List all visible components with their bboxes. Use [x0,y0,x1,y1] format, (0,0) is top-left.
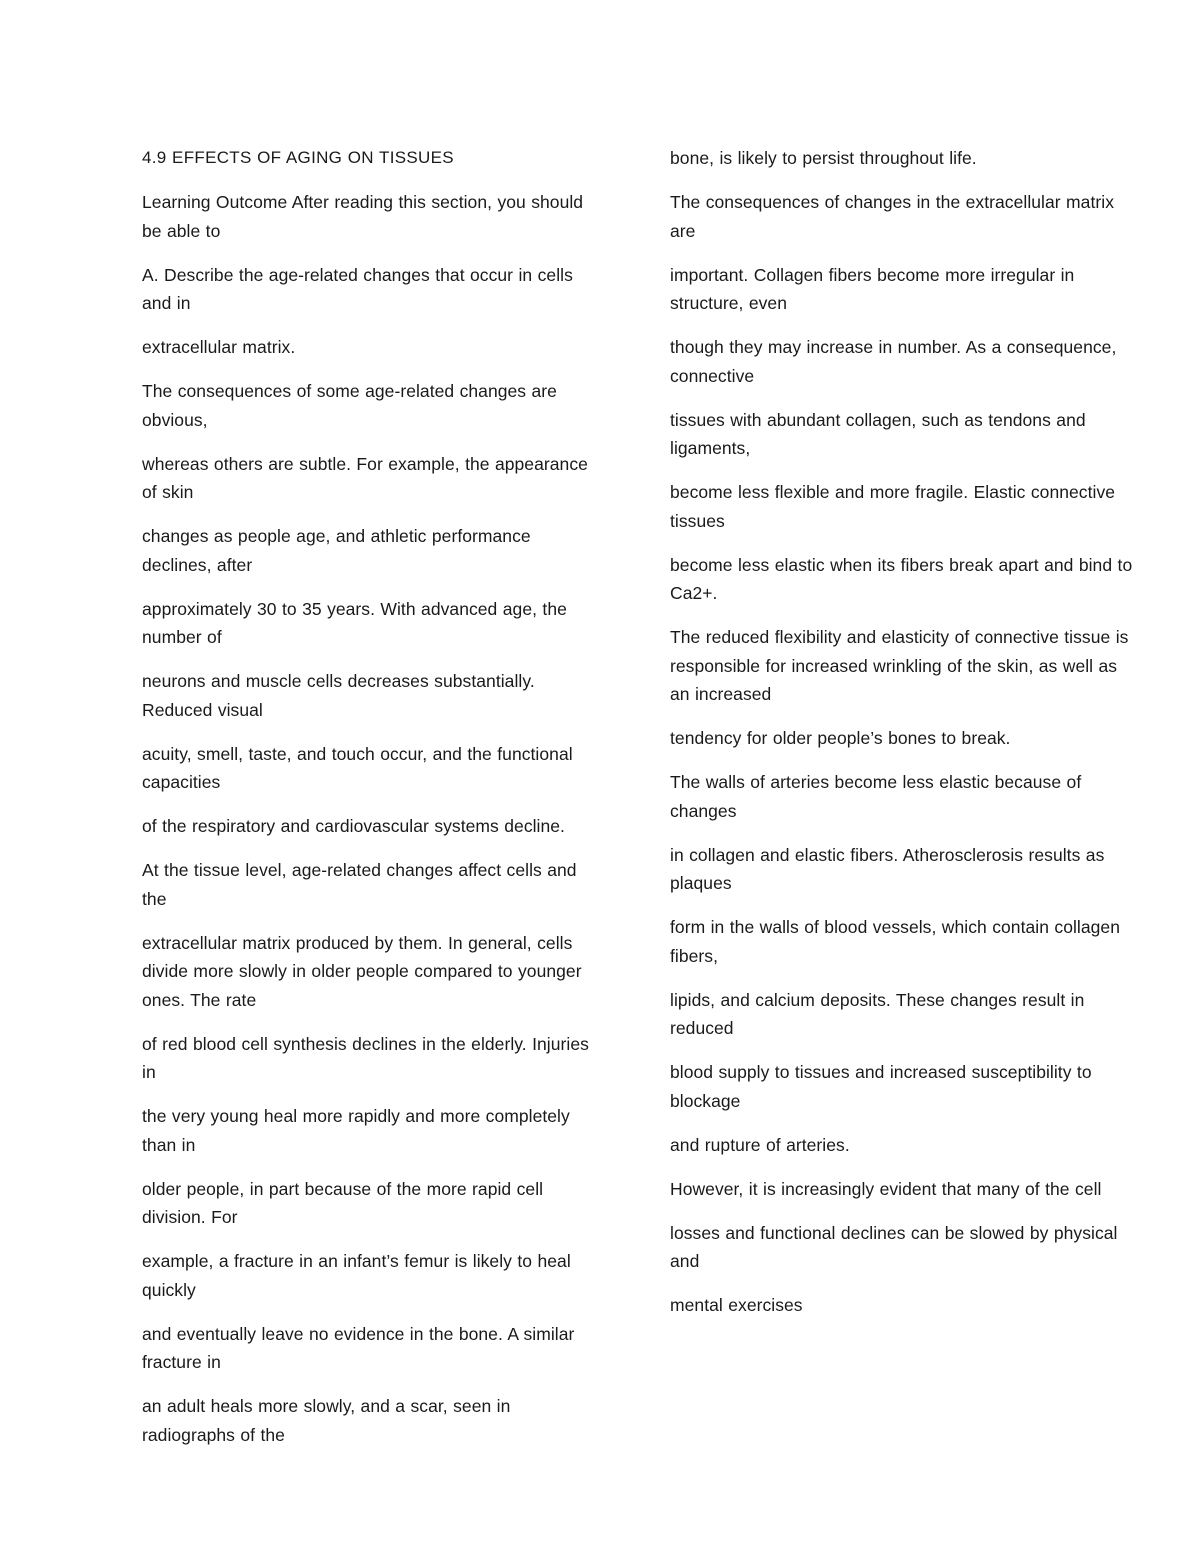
paragraph: of the respiratory and cardiovascular systems decline. [142,816,565,836]
paragraph: approximately 30 to 35 years. With advanced age, the number of [142,598,567,647]
paragraph: mental exercises [670,1295,803,1315]
paragraph: and eventually leave no evidence in the bone. A similar fracture in [142,1323,575,1372]
paragraph: become less flexible and more fragile. Elastic connective tissues [670,482,1116,531]
paragraph: changes as people age, and athletic performance declines, after [142,526,531,575]
paragraph: example, a fracture in an infant’s femur is likely to heal quickly [142,1251,571,1300]
paragraph: become less elastic when its fibers break apart and bind to Ca2+. [670,554,1133,603]
paragraph: The consequences of some age-related changes are obvious, [142,381,557,430]
paragraph: blood supply to tissues and increased susceptibility to blockage [670,1062,1092,1111]
paragraph: though they may increase in number. As a consequence, connective [670,337,1117,386]
paragraph: A. Describe the age-related changes that occur in cells and in [142,264,573,313]
paragraph: The walls of arteries become less elastic because of changes [670,772,1082,821]
paragraph: whereas others are subtle. For example, the appearance of skin [142,453,588,502]
paragraph: However, it is increasingly evident that many of the cell [670,1178,1102,1199]
paragraph: and rupture of arteries. [670,1134,850,1155]
paragraph: neurons and muscle cells decreases substantially. Reduced visual [142,671,535,720]
paragraph: lipids, and calcium deposits. These changes result in reduced [670,989,1085,1038]
paragraph: acuity, smell, taste, and touch occur, and the functional capacities [142,743,573,792]
paragraph: extracellular matrix. [142,337,296,357]
paragraph: an adult heals more slowly, and a scar, seen in radiographs of the [142,1396,511,1445]
paragraph: the very young heal more rapidly and more completely than in [142,1106,570,1155]
paragraph: form in the walls of blood vessels, which contain collagen fibers, [670,917,1120,966]
paragraph: tissues with abundant collagen, such as tendons and ligaments, [670,409,1086,458]
right-column [670,144,1140,1335]
paragraph: The consequences of changes in the extracellular matrix are [670,192,1114,241]
paragraph: The reduced flexibility and elasticity of connective tissue is responsible for increased wrinkling of the skin, as well as an increased [670,627,1129,704]
paragraph: bone, is likely to persist throughout life. [670,148,977,168]
section-heading: 4.9 EFFECTS OF AGING ON TISSUES [142,148,454,167]
paragraph: in collagen and elastic fibers. Atherosclerosis results as plaques [670,844,1105,893]
paragraph: extracellular matrix produced by them. In general, cells divide more slowly in older people compared to younger ones. The rate [142,932,582,1010]
paragraph: Learning Outcome After reading this section, you should be able to [142,192,584,241]
paragraph: tendency for older people’s bones to break. [670,728,1011,748]
paragraph: of red blood cell synthesis declines in the elderly. Injuries in [142,1033,589,1082]
left-column [142,144,597,1465]
paragraph: important. Collagen fibers become more irregular in structure, even [670,264,1075,313]
paragraph: At the tissue level, age-related changes affect cells and the [142,860,577,909]
paragraph: losses and functional declines can be slowed by physical and [670,1222,1118,1271]
paragraph: older people, in part because of the more rapid cell division. For [142,1178,544,1227]
